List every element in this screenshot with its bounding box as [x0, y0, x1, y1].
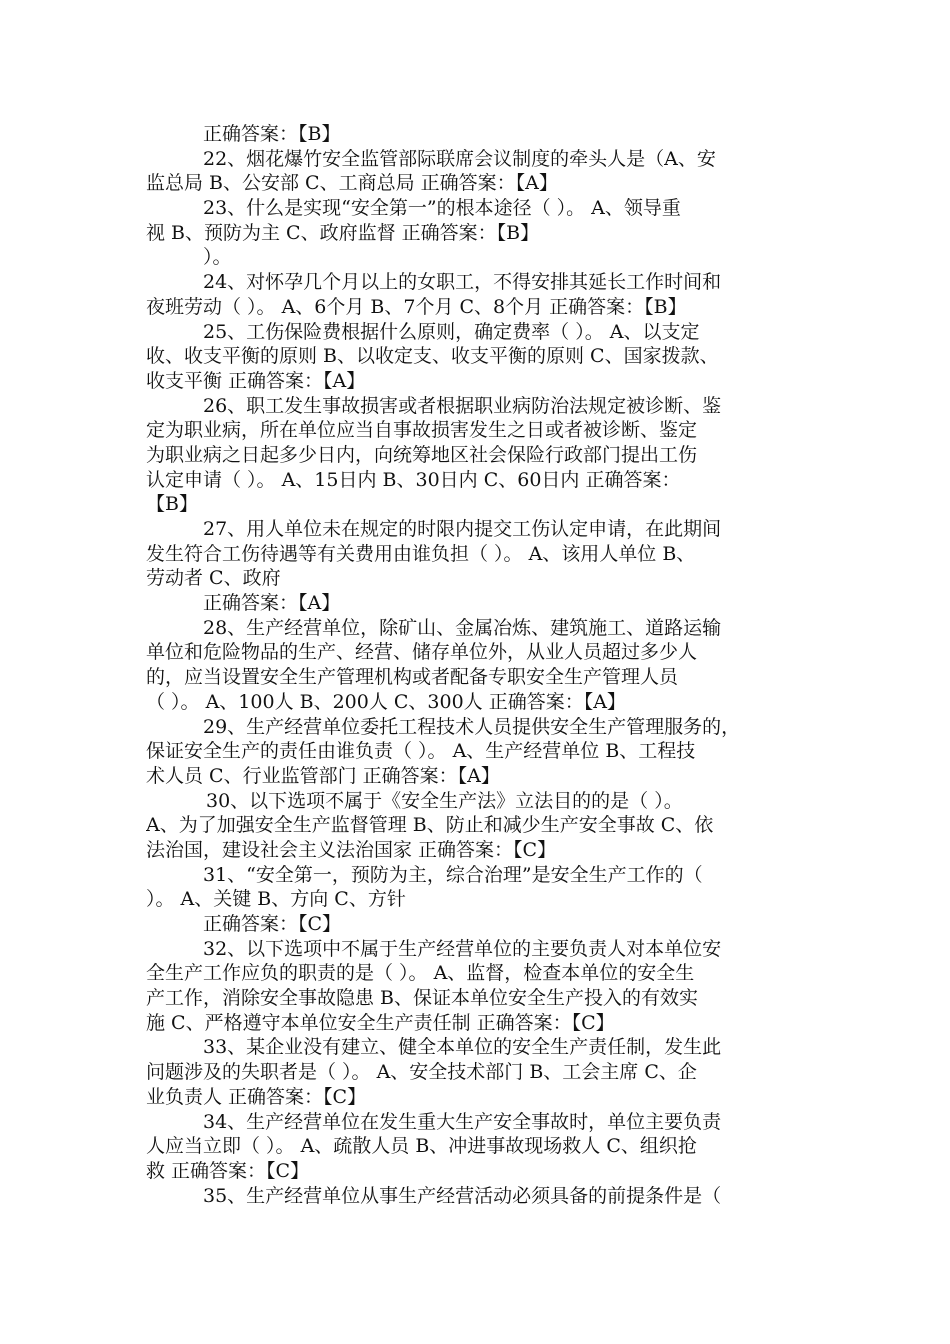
text-line: 31、“安全第一，预防为主，综合治理”是安全生产工作的（ [203, 863, 703, 886]
text-line: 法治国，建设社会主义法治国家 正确答案：【C】 [146, 838, 557, 861]
text-line: 保证安全生产的责任由谁负责（ ）。 A、生产经营单位 B、工程技 [146, 740, 696, 763]
text-line: 正确答案：【A】 [203, 592, 341, 615]
text-line: 问题涉及的失职者是（ ）。 A、安全技术部门 B、工会主席 C、企 [146, 1061, 697, 1084]
document-body [146, 122, 810, 1208]
text-line: 施 C、严格遵守本单位安全生产责任制 正确答案：【C】 [146, 1011, 615, 1034]
text-line: ）。 A、关键 B、方向 C、方针 [146, 888, 406, 911]
text-line: 业负责人 正确答案：【C】 [146, 1085, 367, 1108]
text-line: 34、生产经营单位在发生重大生产安全事故时，单位主要负责 [203, 1110, 722, 1133]
text-line: 33、某企业没有建立、健全本单位的安全生产责任制，发生此 [203, 1036, 722, 1059]
text-line: 产工作，消除安全事故隐患 B、保证本单位安全生产投入的有效实 [146, 987, 699, 1010]
text-line: 正确答案：【C】 [203, 913, 342, 935]
text-line: 的，应当设置安全生产管理机构或者配备专职安全生产管理人员 [146, 666, 679, 689]
text-line: 全生产工作应负的职责的是（ ）。 A、监督，检查本单位的安全生 [146, 962, 695, 985]
text-line: 27、用人单位未在规定的时限内提交工伤认定申请，在此期间 [203, 518, 722, 540]
text-line: 劳动者 C、政府 [146, 567, 281, 590]
text-line: 23、什么是实现“安全第一”的根本途径（ ）。 A、领导重 [203, 197, 681, 220]
text-line: 26、职工发生事故损害或者根据职业病防治法规定被诊断、鉴 [203, 394, 722, 417]
text-line: 定为职业病，所在单位应当自事故损害发生之日或者被诊断、鉴定 [146, 419, 698, 442]
text-line: 【B】 [146, 493, 198, 516]
text-line: ）。 [203, 246, 232, 269]
text-line: 收、收支平衡的原则 B、以收定支、收支平衡的原则 C、国家拨款、 [146, 345, 719, 368]
text-line: 救 正确答案：【C】 [146, 1159, 310, 1182]
text-line: （ ）。 A、100人 B、200人 C、300人 正确答案：【A】 [146, 690, 626, 713]
text-line: 25、工伤保险费根据什么原则，确定费率（ ）。 A、以支定 [203, 320, 700, 343]
text-line: 35、生产经营单位从事生产经营活动必须具备的前提条件是（ [203, 1184, 722, 1207]
text-line: 术人员 C、行业监管部门 正确答案：【A】 [146, 764, 500, 787]
text-line: 正确答案：【B】 [203, 123, 341, 145]
text-line: 监总局 B、公安部 C、工商总局 正确答案：【A】 [146, 172, 558, 195]
text-line: 视 B、预防为主 C、政府监督 正确答案：【B】 [146, 221, 540, 244]
text-line: 28、生产经营单位，除矿山、金属冶炼、建筑施工、道路运输 [203, 616, 722, 639]
text-line: 30、以下选项不属于《安全生产法》立法目的的是（ ）。 [206, 789, 683, 812]
text-line: 夜班劳动（ ）。 A、6个月 B、7个月 C、8个月 正确答案：【B】 [146, 295, 687, 318]
text-line: 24、对怀孕几个月以上的女职工，不得安排其延长工作时间和 [203, 271, 722, 294]
text-line: 认定申请（ ）。 A、15日内 B、30日内 C、60日内 正确答案： [146, 468, 681, 491]
text-line: 收支平衡 正确答案：【A】 [146, 369, 366, 392]
text-line: 22、烟花爆竹安全监管部际联席会议制度的牵头人是（A、安 [203, 147, 716, 170]
text-line: 发生符合工伤待遇等有关费用由谁负担（ ）。 A、该用人单位 B、 [146, 542, 696, 565]
text-line: 32、以下选项中不属于生产经营单位的主要负责人对本单位安 [203, 937, 722, 960]
text-line: 为职业病之日起多少日内，向统筹地区社会保险行政部门提出工伤 [146, 443, 698, 466]
text-line: 人应当立即（ ）。 A、疏散人员 B、冲进事故现场救人 C、组织抢 [146, 1135, 697, 1158]
text-line: A、为了加强安全生产监督管理 B、防止和减少生产安全事故 C、依 [146, 814, 714, 837]
text-line: 29、生产经营单位委托工程技术人员提供安全生产管理服务的， [203, 715, 741, 738]
text-line: 单位和危险物品的生产、经营、储存单位外，从业人员超过多少人 [146, 641, 698, 664]
